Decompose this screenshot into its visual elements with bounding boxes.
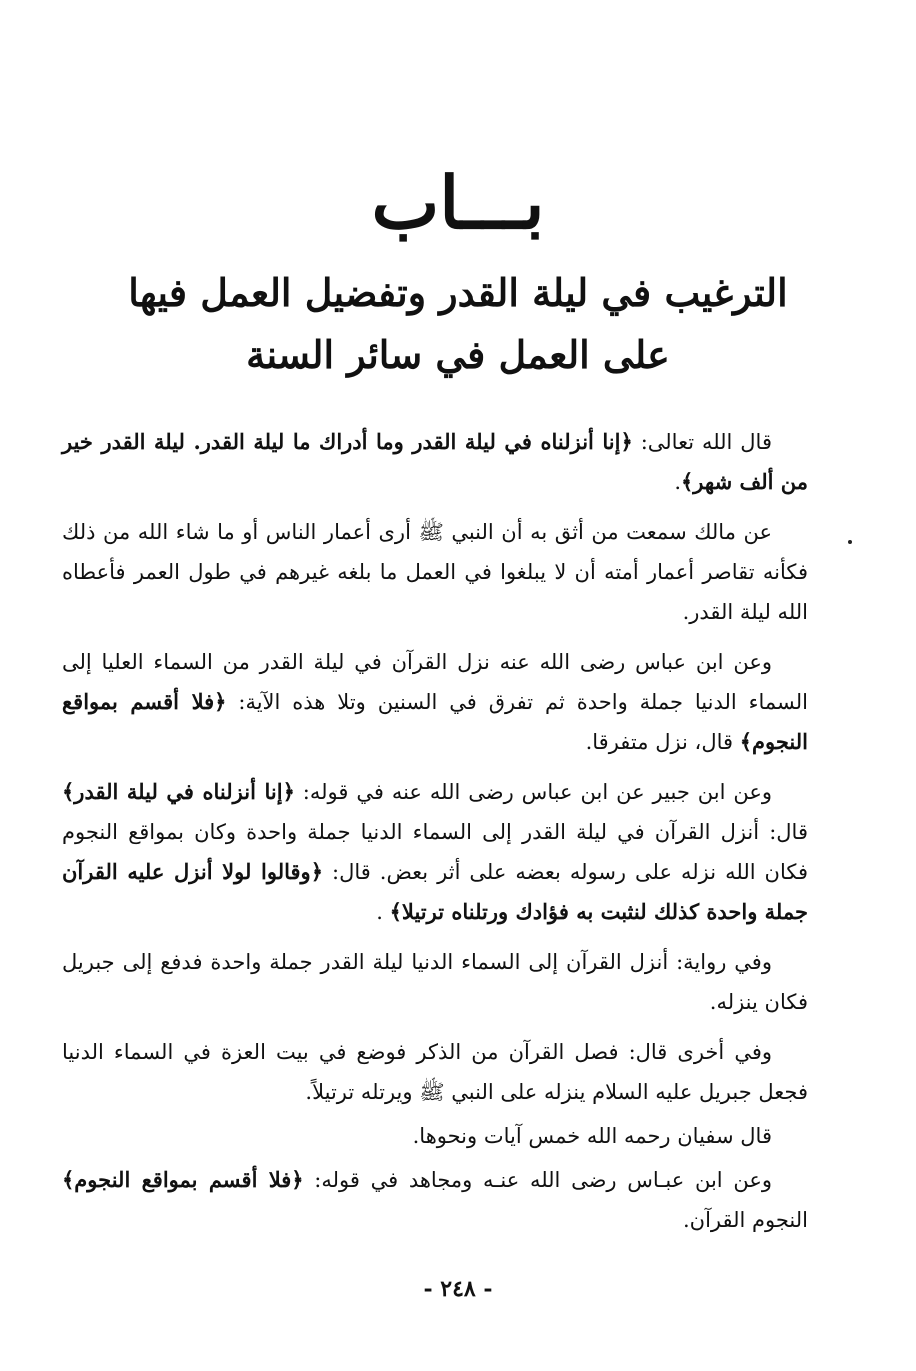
- chapter-heading-word: بـــاب: [371, 160, 545, 245]
- page-number: - ٢٤٨ -: [423, 1276, 493, 1302]
- quran-quote: ﴿فلا أقسم بمواقع النجوم﴾: [62, 1167, 304, 1192]
- chapter-title: [60, 262, 856, 386]
- paragraph-6: وفي أخرى قال: فصل القرآن من الذكر فوضع في بيت العزة في السماء الدنيا فجعل جبريل عليه السلام ينزله على النبي ﷺ ويرتله ترتيلاً.: [62, 1040, 808, 1104]
- body-text: [62, 422, 808, 1250]
- paragraph-8: وعن ابن عبـاس رضى الله عنـه ومجاهد في قوله: ﴿فلا أقسم بمواقع النجوم﴾ النجوم القرآن.: [62, 1167, 808, 1232]
- paragraph-5: وفي رواية: أنزل القرآن إلى السماء الدنيا ليلة القدر جملة واحدة فدفع إلى جبريل فكان ينزله.: [62, 950, 808, 1014]
- paragraph-4: وعن ابن جبير عن ابن عباس رضى الله عنه في قوله: ﴿إنا أنزلناه في ليلة القدر﴾قال: أنزل القرآن في ليلة القدر إلى السماء الدنيا جملة واحدة وكان بمواقع النجوم فكان الله نزله على رسوله بعضه على أثر بعض. قال: ﴿وقالوا لولا أنزل عليه القرآن جملة واحدة كذلك لنثبت به فؤادك ورتلناه ترتيلا﴾ .: [62, 779, 809, 924]
- paragraph-2: عن مالك سمعت من أثق به أن النبي ﷺ أرى أعمار الناس أو ما شاء الله من ذلك فكأنه تقاصر أعمار أمته أن لا يبلغوا في العمل ما بلغه غيرهم في طول العمر فأعطاه الله ليلة القدر.: [62, 520, 808, 624]
- margin-dot-mark: [848, 540, 852, 544]
- paragraph-3: وعن ابن عباس رضى الله عنه نزل القرآن في ليلة القدر من السماء العليا إلى السماء الدنيا جملة واحدة ثم تفرق في السنين وتلا هذه الآية: ﴿فلا أقسم بمواقع النجوم﴾ قال، نزل متفرقا.: [62, 650, 808, 754]
- chapter-title-line-1: الترغيب في ليلة القدر وتفضيل العمل فيها: [128, 270, 788, 315]
- paragraph-1: قال الله تعالى: ﴿إنا أنزلناه في ليلة القدر وما أدراك ما ليلة القدر. ليلة القدر خير من ألف شهر﴾.: [62, 429, 808, 494]
- quran-quote: ﴿فلا أقسم بمواقع النجوم﴾: [62, 689, 808, 754]
- paragraph-7: قال سفيان رحمه الله خمس آيات ونحوها.: [412, 1124, 772, 1148]
- chapter-title-line-2: على العمل في سائر السنة: [246, 332, 670, 377]
- quran-quote: ﴿إنا أنزلناه في ليلة القدر﴾: [62, 779, 295, 804]
- quran-quote: ﴿إنا أنزلناه في ليلة القدر وما أدراك ما ليلة القدر. ليلة القدر خير من ألف شهر﴾: [62, 429, 808, 494]
- quran-quote: ﴿وقالوا لولا أنزل عليه القرآن جملة واحدة كذلك لنثبت به فؤادك ورتلناه ترتيلا﴾: [62, 859, 808, 924]
